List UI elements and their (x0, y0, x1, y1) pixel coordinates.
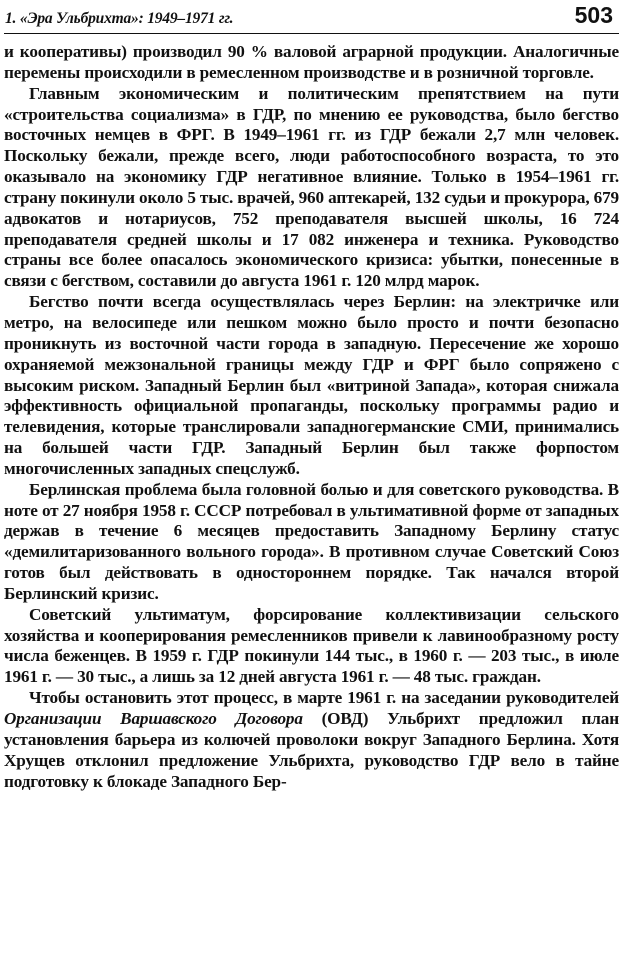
warsaw-pact-term: Организации Варшавского Договора (4, 709, 303, 728)
paragraph-berlin-crisis: Берлинская проблема была головной болью и для советского руководства. В ноте от 27 ноября 1958 г. СССР потребовал в ультимативной форме от западных держав в течение 6 месяцев предоставить Западному Берлину статус «демилитаризованного вольного города». В противном случае Советский Союз готов был действовать в одностороннем порядке. Так начался второй Берлинский кризис. (4, 479, 619, 603)
page-number: 503 (574, 2, 613, 28)
paragraph-emigration: Главным экономическим и политическим препятствием на пути «строительства социализма» в ГДР, по мнению ее руководства, было бегство восточных немцев в ФРГ. В 1949–1961 гг. из ГДР бежали 2,7 млн человек. Поскольку бежали, прежде всего, люди работоспособного возраста, то это оказывало на экономику ГДР негативное влияние. Только в 1954–1961 гг. страну покинули около 5 тыс. врачей, 960 аптекарей, 132 судьи и прокурора, 679 адвокатов и нотариусов, 752 преподавателя высшей школы, 16 724 преподавателя средней школы и 17 082 инженера и техника. Руководство страны все более опасалось экономического кризиса: убытки, понесенные в связи с бегством, составили до августа 1961 г. 120 млрд марок. (4, 83, 619, 291)
paragraph-warsaw-pact (4, 688, 619, 792)
paragraph-berlin-route: Бегство почти всегда осуществлялась через Берлин: на электричке или метро, на велосипеде или пешком можно было просто и почти безопасно проникнуть из восточной части города в западную. Пересечение же хорошо охраняемой межзональной границы между ГДР и ФРГ было сопряжено с высоким риском. Западный Берлин был «витриной Запада», которая снижала эффективность официальной пропаганды, поскольку программы радио и телевидения, которые транслировали западногерманские СМИ, принимались на большей части ГДР. Западный Берлин был также форпостом многочисленных западных спецслужб. (4, 292, 619, 478)
paragraph-warsaw-pact-after: (ОВД) Ульбрихт предложил план установления барьера из колючей проволоки вокруг Западного Берлина. Хотя Хрущев отклонил предложение Ульбрихта, руководство ГДР вело в тайне подготовку к блокаде Западного Бер- (4, 709, 619, 791)
running-header (4, 0, 619, 34)
body-text (4, 42, 619, 792)
running-title: 1. «Эра Ульбрихта»: 1949–1971 гг. (5, 10, 234, 27)
paragraph-warsaw-pact-before: Чтобы остановить этот процесс, в марте 1961 г. на заседании руководителей (29, 688, 619, 708)
paragraph-refugee-growth: Советский ультиматум, форсирование коллективизации сельского хозяйства и кооперирования ремесленников привели к лавинообразному росту числа беженцев. В 1959 г. ГДР покинули 144 тыс., в 1960 г. — 203 тыс., в июле 1961 г. — 30 тыс., а лишь за 12 дней августа 1961 г. — 48 тыс. граждан. (4, 604, 619, 687)
paragraph-continuation: и кооперативы) производил 90 % валовой аграрной продукции. Аналогичные перемены происходили в ремесленном производстве и в розничной торговле. (4, 42, 619, 82)
